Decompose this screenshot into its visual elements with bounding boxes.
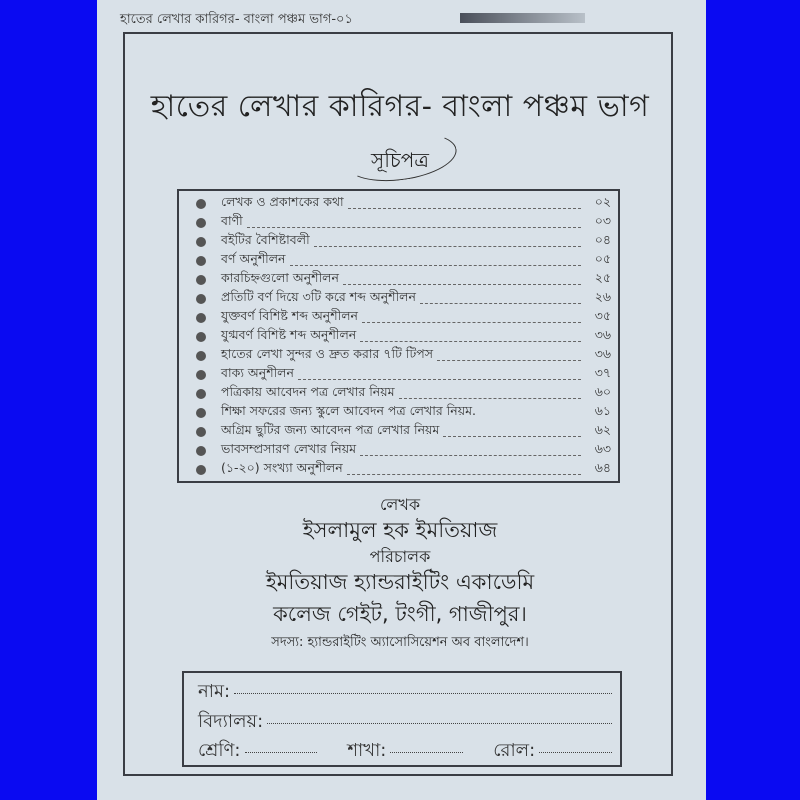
bullet-icon [196, 294, 206, 304]
bullet-icon [196, 370, 206, 380]
toc-item-page: ০৪ [594, 231, 611, 247]
dotted-leader [298, 369, 581, 380]
toc-item [179, 403, 619, 422]
toc-item-label: বর্ণ অনুশীলন [221, 250, 286, 266]
author-name: ইসলামুল হক ইমতিয়াজ [302, 518, 498, 542]
toc-item-page: ৬৩ [594, 440, 611, 456]
toc-item-label: ভাবসম্প্রসারণ লেখার নিয়ম [221, 440, 357, 456]
dotted-leader [290, 255, 581, 266]
toc-item-label: শিক্ষা সফরের জন্য স্কুলে আবেদন পত্র লেখার নিয়ম. [221, 402, 476, 418]
section-label: শাখা: [347, 740, 387, 761]
toc-item-page: ২৬ [594, 288, 611, 304]
toc-item-page: ৬০ [594, 383, 611, 399]
bullet-icon [196, 275, 206, 285]
dotted-leader [247, 217, 581, 228]
dotted-leader [443, 426, 581, 437]
toc-item-label: অগ্রিম ছুটির জন্য আবেদন পত্র লেখার নিয়ম [221, 421, 440, 437]
toc-item-label: বইটির বৈশিষ্টাবলী [221, 231, 310, 247]
roll-field[interactable] [539, 752, 612, 753]
bullet-icon [196, 332, 206, 342]
dotted-leader [437, 350, 581, 361]
toc-item [179, 194, 619, 213]
bullet-icon [196, 465, 206, 475]
toc-item-label: লেখক ও প্রকাশকের কথা [221, 193, 344, 209]
toc-item [179, 384, 619, 403]
dotted-leader [347, 464, 581, 475]
running-head: হাতের লেখার কারিগর- বাংলা পঞ্চম ভাগ-০১ [120, 12, 353, 27]
bullet-icon [196, 199, 206, 209]
toc-item-page: ০৫ [594, 250, 611, 266]
dotted-leader [399, 388, 581, 399]
director-label: পরিচালক [369, 547, 431, 566]
toc-item-page: ২৫ [594, 269, 611, 285]
bullet-icon [196, 313, 206, 323]
bullet-icon [196, 408, 206, 418]
header-gradient-bar [460, 13, 585, 23]
toc-item [179, 346, 619, 365]
toc-item-label: (১-২০) সংখ্যা অনুশীলন [221, 459, 343, 475]
toc-item-label: যুগ্মবর্ণ বিশিষ্ট শব্দ অনুশীলন [221, 326, 357, 342]
toc-item-page: ৬৪ [594, 459, 611, 475]
toc-item-page: ৬১ [594, 402, 611, 418]
school-field[interactable] [267, 723, 612, 724]
toc-item-page: ৩৭ [594, 364, 611, 380]
class-field[interactable] [245, 752, 318, 753]
toc-item-label: বাণী [221, 212, 243, 228]
membership-note: সদস্য: হ্যান্ডরাইটিং অ্যাসোসিয়েশন অব বাংলাদেশ। [271, 635, 529, 650]
dotted-leader [348, 198, 581, 209]
name-field[interactable] [234, 693, 612, 694]
toc-item-page: ৩৬ [594, 345, 611, 361]
toc-item-page: ০৩ [594, 212, 611, 228]
toc-item [179, 251, 619, 270]
section-field[interactable] [390, 752, 463, 753]
bullet-icon [196, 446, 206, 456]
toc-item-label: হাতের লেখা সুন্দর ও দ্রুত করার ৭টি টিপস [221, 345, 433, 361]
toc-item-page: ০২ [594, 193, 611, 209]
toc-item [179, 232, 619, 251]
bullet-icon [196, 389, 206, 399]
bullet-icon [196, 427, 206, 437]
academy-name: ইমতিয়াজ হ্যান্ডরাইটিং একাডেমি [265, 570, 535, 594]
toc-item-label: পত্রিকায় আবেদন পত্র লেখার নিয়ম [221, 383, 395, 399]
toc-item-page: ৬২ [594, 421, 611, 437]
school-row [198, 707, 612, 738]
toc-item [179, 270, 619, 289]
toc-item-label: প্রতিটি বর্ণ দিয়ে ৩টি করে শব্দ অনুশীলন [221, 288, 416, 304]
author-label: লেখক [379, 495, 421, 514]
toc-item [179, 308, 619, 327]
toc-item-label: যুক্তবর্ণ বিশিষ্ট শব্দ অনুশীলন [221, 307, 358, 323]
bullet-icon [196, 218, 206, 228]
bullet-icon [196, 256, 206, 266]
dotted-leader [314, 236, 581, 247]
toc-item [179, 213, 619, 232]
toc-item [179, 327, 619, 346]
toc-item [179, 460, 619, 479]
student-info-form [182, 671, 622, 767]
toc-item-label: বাক্য অনুশীলন [221, 364, 294, 380]
dotted-leader [360, 445, 581, 456]
bullet-icon [196, 237, 206, 247]
dotted-leader [360, 331, 581, 342]
dotted-leader [478, 408, 583, 418]
page-title: হাতের লেখার কারিগর- বাংলা পঞ্চম ভাগ [150, 89, 650, 124]
toc-item [179, 422, 619, 441]
toc-item [179, 441, 619, 460]
table-of-contents [177, 189, 620, 483]
academy-address: কলেজ গেইট, টংগী, গাজীপুর। [273, 602, 527, 626]
dotted-leader [343, 274, 581, 285]
toc-item-label: কারচিহ্নগুলো অনুশীলন [221, 269, 339, 285]
bullet-icon [196, 351, 206, 361]
name-row [198, 677, 612, 708]
toc-heading: সূচিপত্র [371, 148, 429, 172]
toc-item-page: ৩৫ [594, 307, 611, 323]
class-label: শ্রেণি: [198, 740, 241, 761]
class-section-roll-row [198, 736, 612, 767]
toc-item-page: ৩৬ [594, 326, 611, 342]
school-label: বিদ্যালয়: [198, 711, 264, 732]
toc-item [179, 289, 619, 308]
name-label: নাম: [198, 681, 231, 702]
dotted-leader [362, 312, 581, 323]
roll-label: রোল: [493, 740, 536, 761]
toc-item [179, 365, 619, 384]
dotted-leader [420, 293, 581, 304]
